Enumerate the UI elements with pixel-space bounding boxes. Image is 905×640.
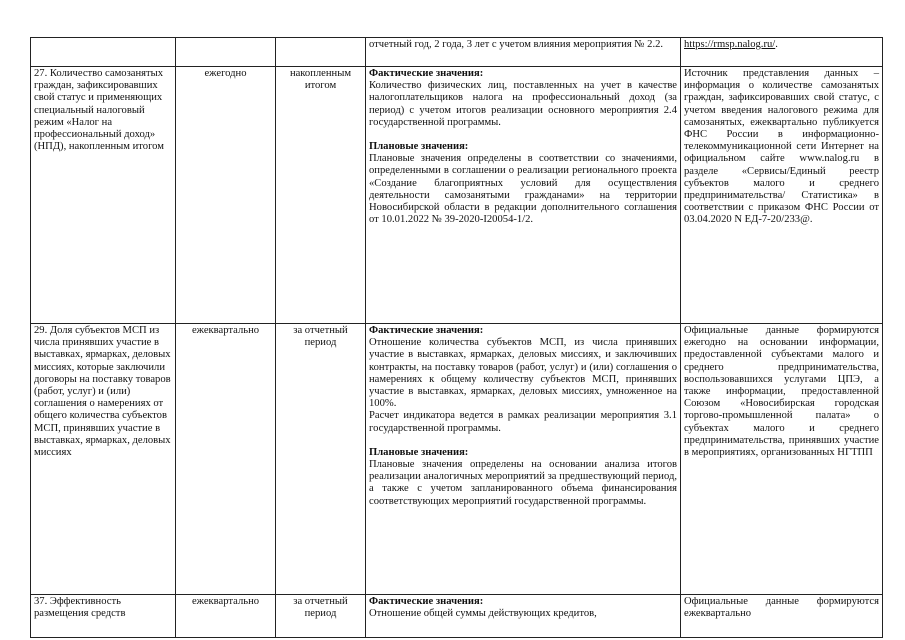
actual-values-heading: Фактические значения: (369, 596, 484, 607)
indicator-name-cell: 29. Доля субъектов МСП из числа принявших участие в выставках, ярмарках, деловых миссиях, которые заключили договоры на поставку товаров (работ, услуг) и (или) соглашения о намерениях от общего количества субъектов МСП, принявших участие в выставках, ярмарках, деловых миссиях (31, 324, 176, 595)
actual-values-heading: Фактические значения: (369, 325, 484, 336)
source-cell (681, 38, 883, 67)
planned-values-text: Плановые значения определены в соответствии со значениями, определенными в соглашении о реализации регионального проекта «Создание благоприятных условий для осуществления деятельности самозанятыми гражданами» на территории Новосибирской области в редакции дополнительного соглашения от 10.01.2022 № 39-2020-I20054-1/2. (369, 153, 677, 226)
calculation-note: Расчет индикатора ведется в рамках реализации мероприятия 3.1 государственной программы. (369, 410, 677, 434)
table-row (31, 324, 883, 595)
frequency-cell: ежеквартально (176, 324, 276, 595)
source-cell: Официальные данные формируются ежеквартально (681, 595, 883, 638)
rmsp-link[interactable]: https://rmsp.nalog.ru/ (684, 39, 776, 50)
period-type-cell (276, 38, 366, 67)
actual-values-text: Количество физических лиц, поставленных на учет в качестве налогоплательщиков налога на профессиональный доход (за период) с учетом итогов реализации основного мероприятия 2.4 государственной программы. (369, 80, 677, 128)
actual-values-text: Отношение количества субъектов МСП, из числа принявших участие в выставках, ярмарках, деловых миссиях, и заключивших контракты, на поставку товаров (работ, услуг) и (или) соглашения о намерениях к общему количеству субъектов МСП, принявших участие в выставках, ярмарках, деловых миссиях, умноженное на 100%. (369, 337, 677, 410)
method-cell: отчетный год, 2 года, 3 лет с учетом влияния мероприятия № 2.2. (366, 38, 681, 67)
planned-values-text: Плановые значения определены на основании анализа итогов реализации аналогичных мероприятий за предшествующий период, а также с учетом запланированного объема финансирования соответствующих мероприятий государственной программы. (369, 459, 677, 507)
table-row (31, 595, 883, 638)
table-row (31, 67, 883, 324)
method-cell (366, 324, 681, 595)
method-cell (366, 595, 681, 638)
source-cell: Источник представления данных – информация о количестве самозанятых граждан, зафиксировавших свой статус, с учетом введения налогового режима для самозанятых, ежеквартально публикуется ФНС России в информационно-телекоммуникационной сети Интернет на официальном сайте www.nalog.ru в разделе «Сервисы/Единый реестр субъектов малого и среднего предпринимательства/ Статистика» в соответствии с приказом ФНС России от 03.04.2020 N ЕД-7-20/233@. (681, 67, 883, 324)
frequency-cell (176, 38, 276, 67)
indicator-name-cell (31, 38, 176, 67)
period-type-cell: за отчетный период (276, 595, 366, 638)
actual-values-text: Отношение общей суммы действующих кредитов, (369, 608, 597, 620)
indicator-name-cell: 37. Эффективность размещения средств (31, 595, 176, 638)
planned-values-heading: Плановые значения: (369, 446, 469, 458)
frequency-cell: ежеквартально (176, 595, 276, 638)
method-cell (366, 67, 681, 324)
table-row (31, 38, 883, 67)
period-type-cell: за отчетный период (276, 324, 366, 595)
indicators-table (30, 37, 883, 638)
actual-values-heading: Фактические значения: (369, 68, 484, 79)
indicator-name-cell: 27. Количество самозанятых граждан, зафиксировавших свой статус и применяющих специальный налоговый режим «Налог на профессиональный доход» (НПД), накопленным итогом (31, 67, 176, 324)
link-tail: . (775, 39, 778, 50)
planned-values-heading: Плановые значения: (369, 141, 469, 153)
period-type-cell: накопленным итогом (276, 67, 366, 324)
source-cell: Официальные данные формируются ежегодно на основании информации, предоставленной субъектами малого и среднего предпринимательства, воспользовавшихся услугами ЦПЭ, а также информации, предоставленной Союзом «Новосибирская городская торгово-промышленной палата» о субъектах малого и среднего предпринимательства, принявших участие в мероприятиях, организованных НГТПП (681, 324, 883, 595)
frequency-cell: ежегодно (176, 67, 276, 324)
